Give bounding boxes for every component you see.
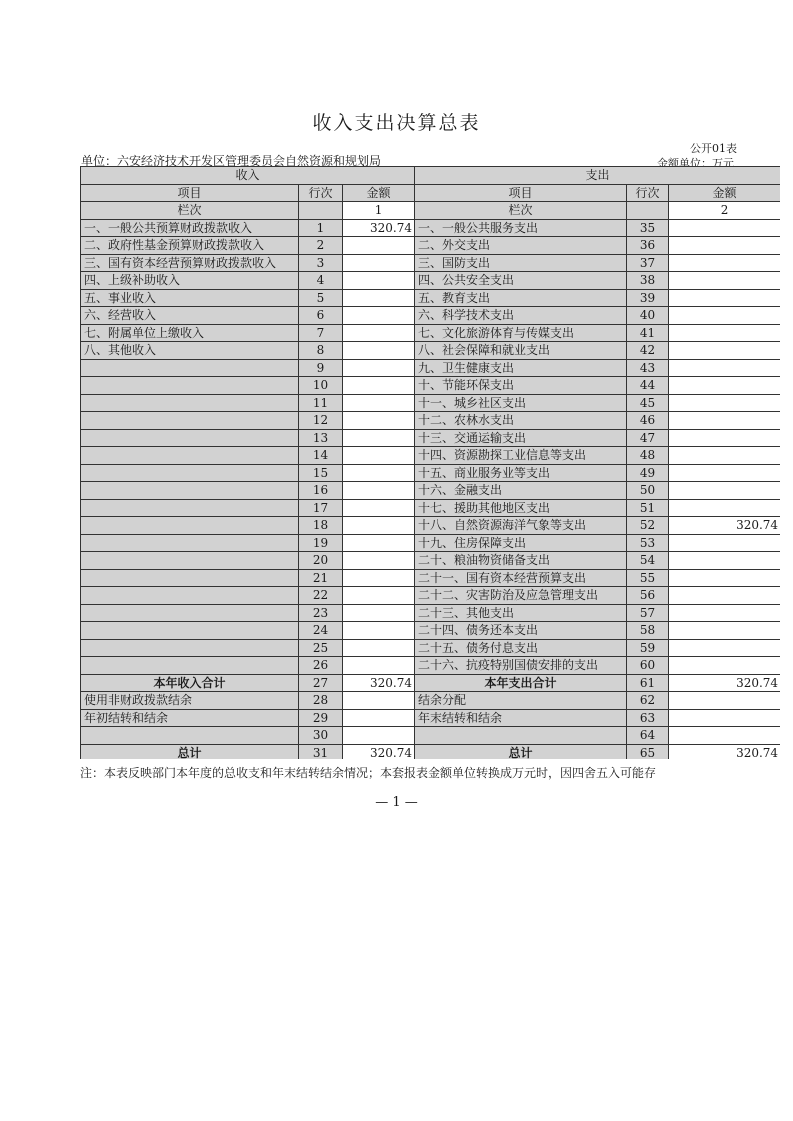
expense-row-no: 46 [627,412,669,430]
expense-item-header: 项目 [415,184,627,202]
income-row-no: 26 [299,657,343,675]
expense-amount [669,622,780,640]
income-row-no: 22 [299,587,343,605]
income-amount [343,604,415,622]
expense-item: 十九、住房保障支出 [415,534,627,552]
table-row [81,342,781,360]
expense-row-no: 39 [627,289,669,307]
expense-amount: 320.74 [669,517,780,535]
income-amount [343,709,415,727]
table-row [81,307,781,325]
income-item [81,622,299,640]
expense-amount [669,499,780,517]
extra-row [81,692,781,710]
expense-amount [669,727,780,745]
table-row [81,377,781,395]
table-row [81,569,781,587]
income-col-number: 1 [343,202,415,220]
expense-item: 二十四、债务还本支出 [415,622,627,640]
subtotal-row [81,674,781,692]
expense-item: 三、国防支出 [415,254,627,272]
expense-row-no: 62 [627,692,669,710]
expense-col-label: 栏次 [415,202,627,220]
income-row-no: 16 [299,482,343,500]
table-row [81,429,781,447]
income-amount [343,499,415,517]
table-row [81,517,781,535]
income-item: 七、附属单位上缴收入 [81,324,299,342]
table-row [81,237,781,255]
expense-total-no: 65 [627,744,669,759]
expense-row-no: 37 [627,254,669,272]
expense-item: 年末结转和结余 [415,709,627,727]
income-item [81,429,299,447]
table-row [81,289,781,307]
income-amount [343,727,415,745]
expense-header: 支出 [415,167,780,185]
expense-amount [669,604,780,622]
income-item [81,604,299,622]
summary-table-container [80,166,780,759]
expense-item: 二十、粮油物资储备支出 [415,552,627,570]
income-amount [343,447,415,465]
expense-row-no: 53 [627,534,669,552]
expense-amount [669,219,780,237]
income-amount [343,692,415,710]
income-amount [343,517,415,535]
income-row-no: 20 [299,552,343,570]
income-amount [343,552,415,570]
table-row [81,394,781,412]
income-item: 四、上级补助收入 [81,272,299,290]
expense-item: 二十六、抗疫特别国债安排的支出 [415,657,627,675]
expense-item: 五、教育支出 [415,289,627,307]
income-item [81,569,299,587]
expense-row-no: 56 [627,587,669,605]
column-header-row [81,184,781,202]
expense-item: 结余分配 [415,692,627,710]
expense-amount [669,377,780,395]
income-item [81,482,299,500]
income-item [81,464,299,482]
income-amount [343,359,415,377]
expense-amount [669,482,780,500]
expense-row-no: 42 [627,342,669,360]
expense-subtotal-amount: 320.74 [669,674,780,692]
expense-item: 十二、农林水支出 [415,412,627,430]
expense-amount [669,657,780,675]
expense-item: 十五、商业服务业等支出 [415,464,627,482]
income-row-no: 11 [299,394,343,412]
income-total-label: 总计 [81,744,299,759]
expense-row-no: 40 [627,307,669,325]
income-row-no: 2 [299,237,343,255]
expense-amount [669,429,780,447]
income-amount [343,464,415,482]
expense-item: 十四、资源勘探工业信息等支出 [415,447,627,465]
expense-amount [669,552,780,570]
expense-item: 九、卫生健康支出 [415,359,627,377]
expense-item: 二十五、债务付息支出 [415,639,627,657]
expense-row-no: 45 [627,394,669,412]
column-number-row [81,202,781,220]
income-item: 使用非财政拨款结余 [81,692,299,710]
section-header-row [81,167,781,185]
expense-amount [669,254,780,272]
expense-row-no: 52 [627,517,669,535]
income-row-no: 23 [299,604,343,622]
expense-item: 十、节能环保支出 [415,377,627,395]
income-item [81,447,299,465]
income-row-no: 17 [299,499,343,517]
table-row [81,447,781,465]
income-amount [343,429,415,447]
page-title: 收入支出决算总表 [312,112,481,134]
income-row-no: 7 [299,324,343,342]
total-row [81,744,781,759]
table-note: 注：本表反映部门本年度的总收支和年末结转结余情况；本套报表金额单位转换成万元时，因四舍五入可能存 [80,766,657,780]
expense-row-no: 63 [627,709,669,727]
money-unit: 金额单位：万元 [657,157,734,170]
income-row-no: 4 [299,272,343,290]
expense-row-no: 36 [627,237,669,255]
income-row-no: 24 [299,622,343,640]
income-amount-header: 金额 [343,184,415,202]
income-row-no: 14 [299,447,343,465]
table-row [81,464,781,482]
expense-amount [669,289,780,307]
table-row [81,657,781,675]
income-amount [343,377,415,395]
income-amount [343,657,415,675]
expense-item: 十七、援助其他地区支出 [415,499,627,517]
expense-amount [669,587,780,605]
expense-item: 十八、自然资源海洋气象等支出 [415,517,627,535]
income-item [81,587,299,605]
table-row [81,359,781,377]
income-item [81,377,299,395]
income-item: 五、事业收入 [81,289,299,307]
income-item: 年初结转和结余 [81,709,299,727]
expense-item: 十一、城乡社区支出 [415,394,627,412]
table-row [81,534,781,552]
expense-amount [669,359,780,377]
table-row [81,499,781,517]
income-subtotal-label: 本年收入合计 [81,674,299,692]
income-row-no: 19 [299,534,343,552]
table-row [81,587,781,605]
expense-item: 二十三、其他支出 [415,604,627,622]
table-body [81,219,781,674]
income-amount [343,569,415,587]
income-item-header: 项目 [81,184,299,202]
income-row-no: 18 [299,517,343,535]
expense-row-no: 59 [627,639,669,657]
table-row [81,604,781,622]
income-row-no: 10 [299,377,343,395]
income-amount [343,289,415,307]
expense-row-no: 64 [627,727,669,745]
expense-row-no: 41 [627,324,669,342]
income-row-no: 28 [299,692,343,710]
income-row-no: 8 [299,342,343,360]
income-total-amount: 320.74 [343,744,415,759]
expense-row-no: 48 [627,447,669,465]
expense-amount [669,569,780,587]
expense-item: 四、公共安全支出 [415,272,627,290]
expense-item: 七、文化旅游体育与传媒支出 [415,324,627,342]
income-item [81,534,299,552]
expense-item: 六、科学技术支出 [415,307,627,325]
income-row-no: 21 [299,569,343,587]
income-col-label: 栏次 [81,202,299,220]
income-row-no: 9 [299,359,343,377]
income-row-no: 3 [299,254,343,272]
expense-row-no: 60 [627,657,669,675]
expense-row-no: 57 [627,604,669,622]
income-row-no: 5 [299,289,343,307]
expense-item [415,727,627,745]
expense-amount [669,237,780,255]
expense-item: 二十一、国有资本经营预算支出 [415,569,627,587]
table-row [81,272,781,290]
income-item [81,499,299,517]
expense-amount [669,447,780,465]
income-item: 六、经营收入 [81,307,299,325]
income-expense-summary-table [80,166,780,759]
expense-row-no-header: 行次 [627,184,669,202]
expense-item: 十六、金融支出 [415,482,627,500]
income-item: 八、其他收入 [81,342,299,360]
income-amount [343,482,415,500]
income-amount [343,394,415,412]
expense-row-no: 55 [627,569,669,587]
table-row [81,639,781,657]
income-row-no: 15 [299,464,343,482]
income-row-no: 25 [299,639,343,657]
income-row-no-header: 行次 [299,184,343,202]
expense-amount [669,412,780,430]
expense-item: 一、一般公共服务支出 [415,219,627,237]
expense-item: 二十二、灾害防治及应急管理支出 [415,587,627,605]
table-footer [81,674,781,759]
income-row-no: 12 [299,412,343,430]
expense-row-no: 43 [627,359,669,377]
reporting-unit: 单位：六安经济技术开发区管理委员会自然资源和规划局 [81,154,382,168]
income-item [81,552,299,570]
expense-row-no: 44 [627,377,669,395]
extra-row [81,709,781,727]
expense-row-no: 50 [627,482,669,500]
table-row [81,552,781,570]
expense-total-amount: 320.74 [669,744,780,759]
income-amount [343,272,415,290]
expense-item: 二、外交支出 [415,237,627,255]
expense-item: 十三、交通运输支出 [415,429,627,447]
expense-amount [669,394,780,412]
income-col-label-blank [299,202,343,220]
income-subtotal-amount: 320.74 [343,674,415,692]
income-amount [343,254,415,272]
income-row-no: 13 [299,429,343,447]
income-amount [343,534,415,552]
expense-row-no: 58 [627,622,669,640]
income-item [81,394,299,412]
expense-row-no: 47 [627,429,669,447]
income-item: 一、一般公共预算财政拨款收入 [81,219,299,237]
income-total-no: 31 [299,744,343,759]
expense-row-no: 49 [627,464,669,482]
income-item [81,657,299,675]
income-amount [343,324,415,342]
income-amount: 320.74 [343,219,415,237]
form-code: 公开01表 [690,142,737,155]
income-amount [343,622,415,640]
page-number: — 1 — [375,795,418,810]
expense-row-no: 51 [627,499,669,517]
income-amount [343,307,415,325]
table-row [81,219,781,237]
table-row [81,412,781,430]
income-item [81,639,299,657]
expense-amount [669,709,780,727]
income-row-no: 6 [299,307,343,325]
expense-row-no: 38 [627,272,669,290]
expense-amount [669,534,780,552]
table-row [81,324,781,342]
expense-subtotal-label: 本年支出合计 [415,674,627,692]
income-item: 二、政府性基金预算财政拨款收入 [81,237,299,255]
expense-row-no: 54 [627,552,669,570]
expense-amount [669,342,780,360]
income-item [81,517,299,535]
income-item: 三、国有资本经营预算财政拨款收入 [81,254,299,272]
income-amount [343,237,415,255]
income-row-no: 30 [299,727,343,745]
income-amount [343,639,415,657]
expense-row-no: 35 [627,219,669,237]
income-row-no: 29 [299,709,343,727]
income-amount [343,587,415,605]
table-row [81,482,781,500]
expense-amount [669,692,780,710]
table-row [81,622,781,640]
table-row [81,254,781,272]
expense-item: 八、社会保障和就业支出 [415,342,627,360]
income-item [81,727,299,745]
income-row-no: 1 [299,219,343,237]
expense-amount [669,324,780,342]
income-header: 收入 [81,167,415,185]
expense-subtotal-no: 61 [627,674,669,692]
expense-col-label-blank [627,202,669,220]
income-subtotal-no: 27 [299,674,343,692]
income-item [81,359,299,377]
income-item [81,412,299,430]
expense-col-number: 2 [669,202,780,220]
expense-amount [669,307,780,325]
expense-amount-header: 金额 [669,184,780,202]
extra-row [81,727,781,745]
income-amount [343,412,415,430]
expense-total-label: 总计 [415,744,627,759]
income-amount [343,342,415,360]
expense-amount [669,639,780,657]
expense-amount [669,464,780,482]
expense-amount [669,272,780,290]
